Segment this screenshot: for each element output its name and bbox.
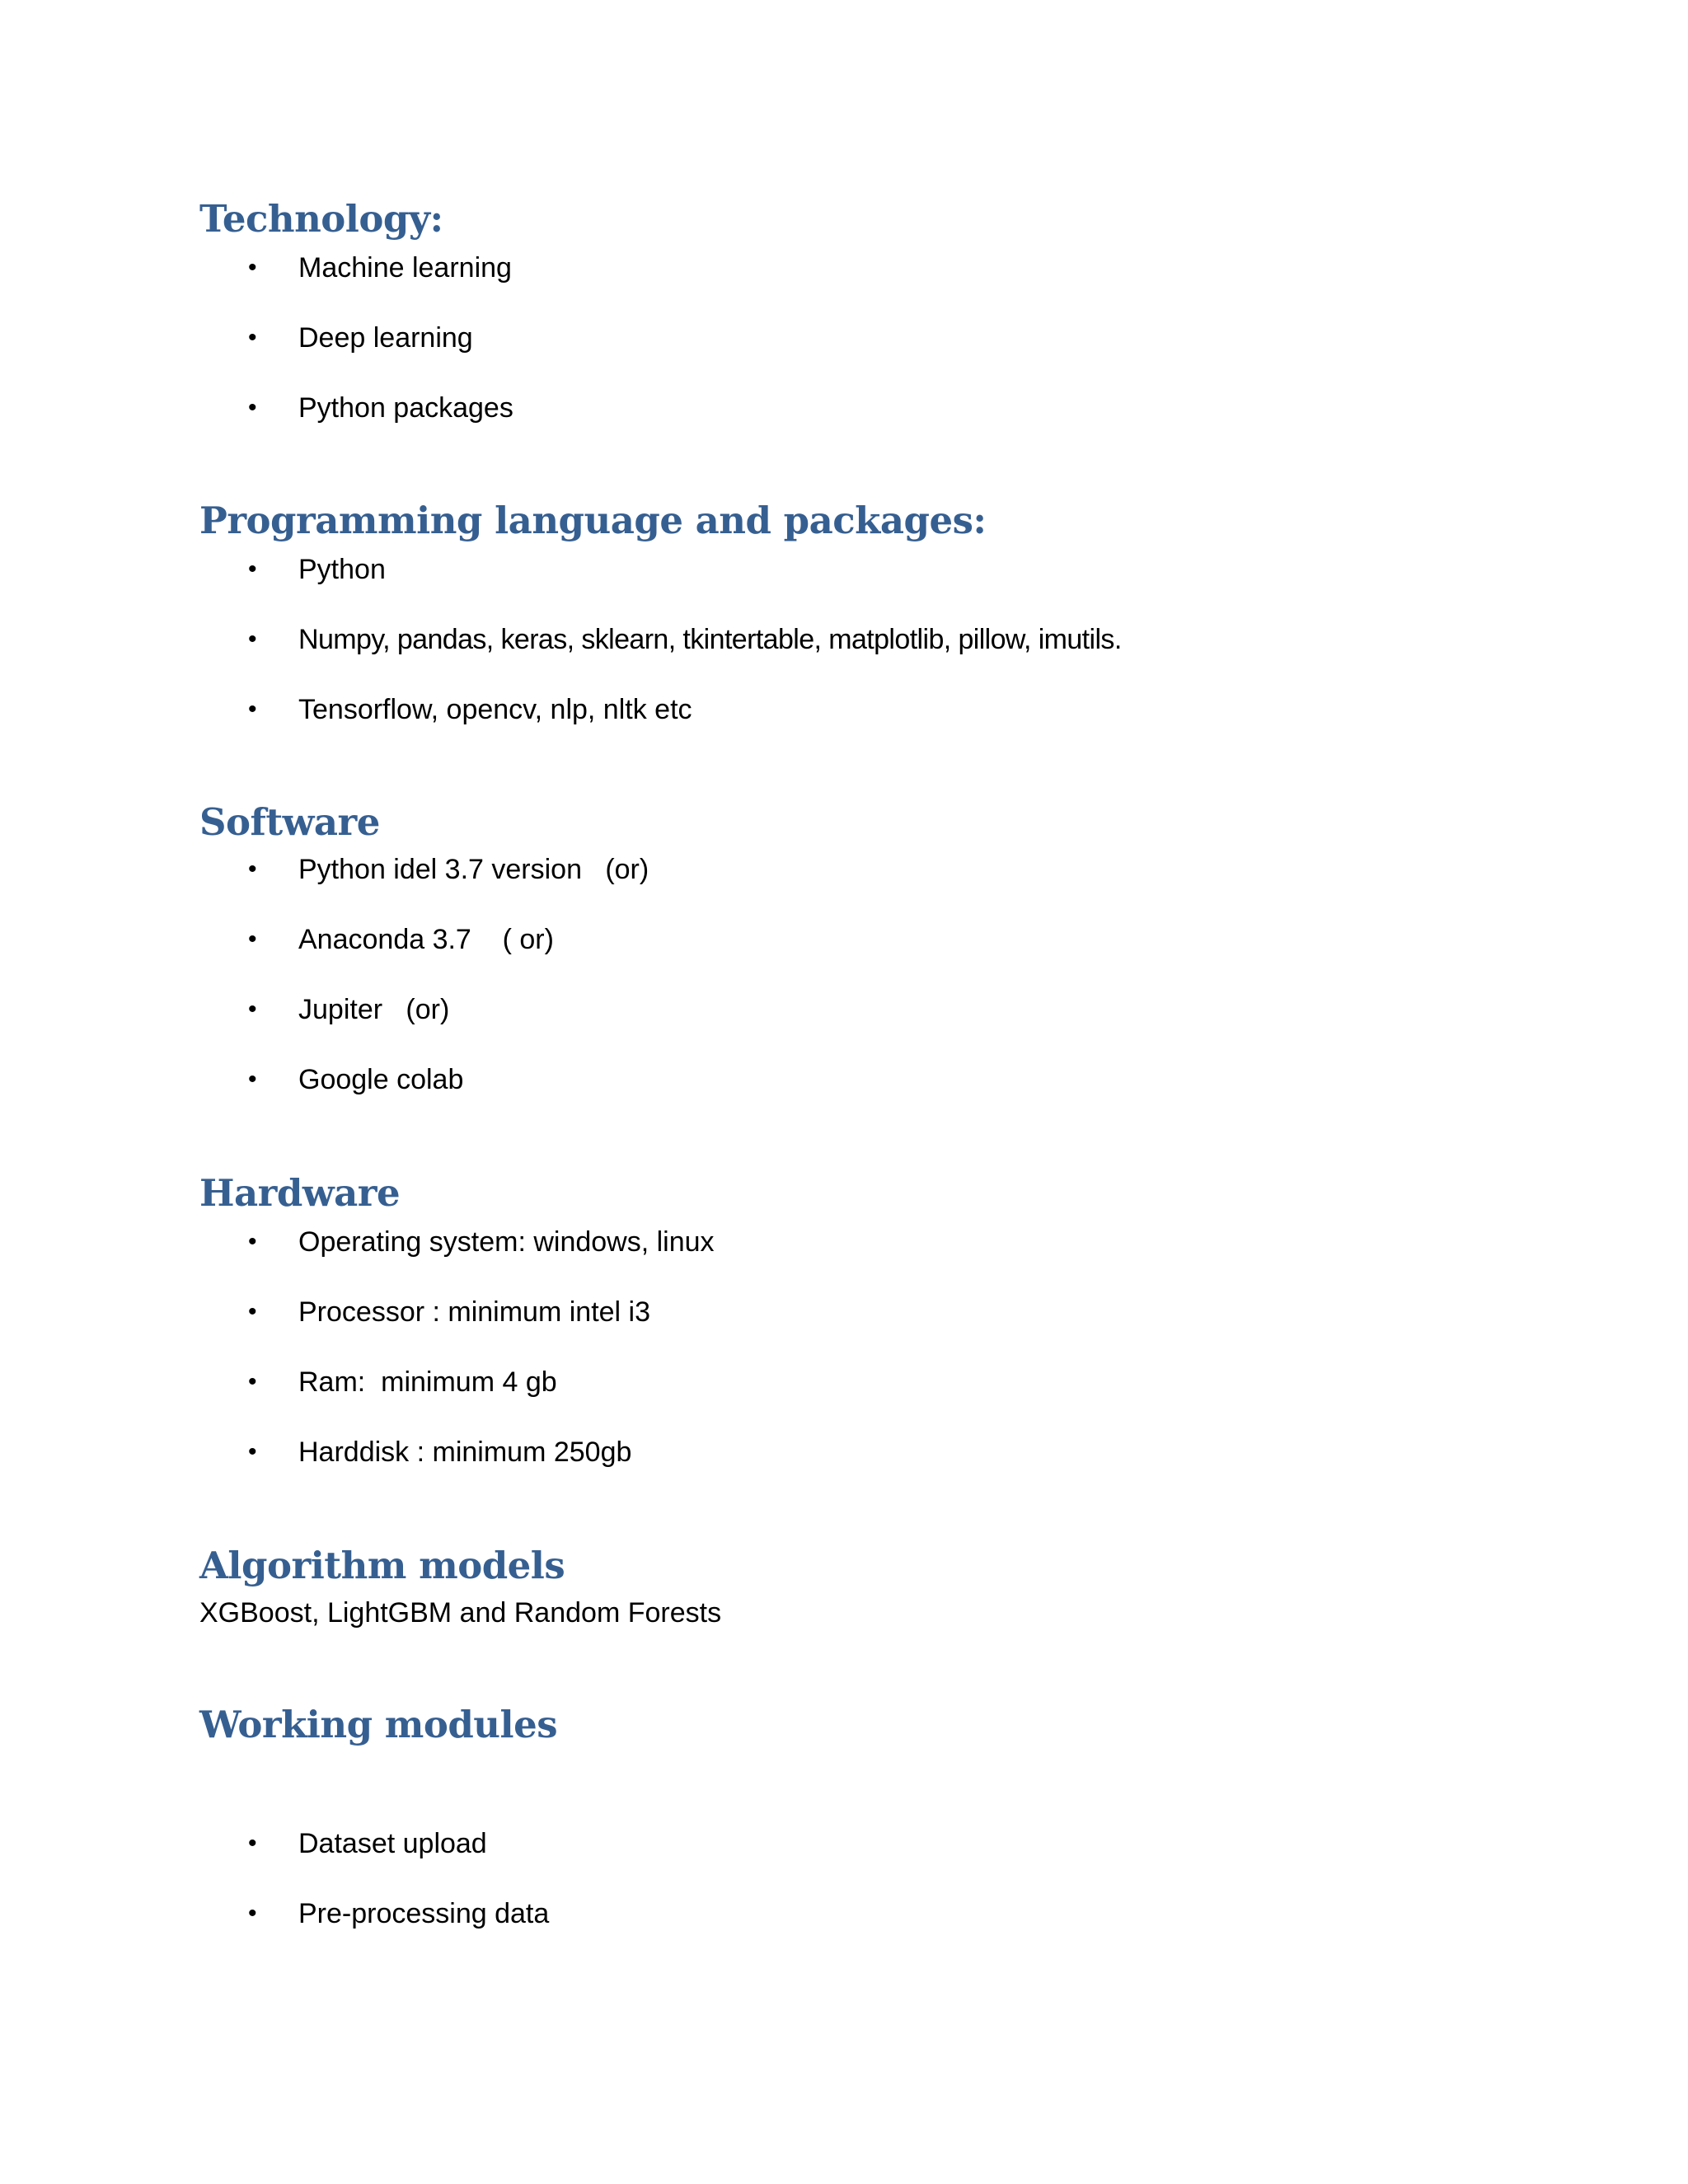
- list-item-text: Python: [298, 554, 386, 585]
- list-item-text: Google colab: [298, 1064, 464, 1095]
- list-item-text: Processor : minimum intel i3: [298, 1296, 651, 1328]
- bullet-icon: •: [248, 626, 257, 653]
- list-item-text: Python idel 3.7 version (or): [298, 854, 649, 885]
- heading-programming: Programming language and packages:: [199, 499, 987, 542]
- bullet-icon: •: [248, 394, 257, 421]
- bullet-icon: •: [248, 254, 257, 281]
- heading-working-modules: Working modules: [199, 1703, 558, 1746]
- bullet-icon: •: [248, 324, 257, 351]
- heading-algorithm-models: Algorithm models: [199, 1544, 565, 1587]
- bullet-icon: •: [248, 1298, 257, 1325]
- list-item-text: Python packages: [298, 392, 513, 424]
- bullet-icon: •: [248, 1438, 257, 1465]
- list-item-text: Numpy, pandas, keras, sklearn, tkintertable, matplotlib, pillow, imutils.: [298, 624, 1122, 655]
- list-item-text: Pre-processing data: [298, 1898, 550, 1929]
- list-item-text: Ram: minimum 4 gb: [298, 1366, 557, 1398]
- heading-software: Software: [199, 800, 380, 844]
- bullet-icon: •: [248, 855, 257, 883]
- algorithm-models-text: XGBoost, LightGBM and Random Forests: [199, 1597, 722, 1629]
- list-item-text: Operating system: windows, linux: [298, 1226, 715, 1258]
- list-item-text: Harddisk : minimum 250gb: [298, 1436, 632, 1468]
- bullet-icon: •: [248, 555, 257, 583]
- bullet-icon: •: [248, 1066, 257, 1093]
- list-item-text: Dataset upload: [298, 1828, 487, 1859]
- bullet-icon: •: [248, 1368, 257, 1395]
- list-item-text: Anaconda 3.7 ( or): [298, 924, 554, 955]
- bullet-icon: •: [248, 1900, 257, 1927]
- list-item-text: Machine learning: [298, 252, 512, 284]
- list-item-text: Jupiter (or): [298, 994, 450, 1025]
- bullet-icon: •: [248, 1228, 257, 1255]
- heading-technology: Technology:: [199, 197, 443, 241]
- bullet-icon: •: [248, 996, 257, 1023]
- list-item-text: Tensorflow, opencv, nlp, nltk etc: [298, 694, 692, 725]
- bullet-icon: •: [248, 1830, 257, 1857]
- list-item-text: Deep learning: [298, 322, 473, 354]
- heading-hardware: Hardware: [199, 1171, 401, 1215]
- bullet-icon: •: [248, 696, 257, 723]
- bullet-icon: •: [248, 926, 257, 953]
